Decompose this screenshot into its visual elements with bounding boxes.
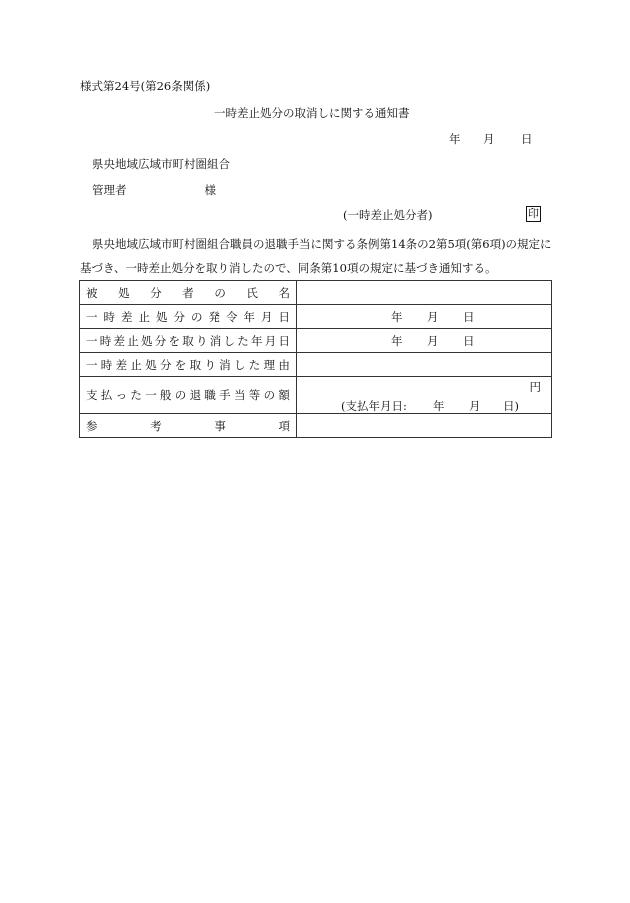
- label-char: 日: [278, 333, 290, 348]
- ymd-month: 月: [427, 309, 439, 324]
- table-row: [80, 377, 552, 414]
- table-row: [80, 305, 552, 329]
- label-char: の: [174, 388, 187, 402]
- label-char: 処: [145, 357, 157, 372]
- recipient-line: [92, 183, 216, 197]
- value-cell-issue-date[interactable]: [297, 305, 552, 329]
- paid-date-month: 月: [469, 399, 481, 413]
- label-char: 氏: [246, 285, 258, 300]
- label-char: を: [174, 357, 187, 372]
- label-char: 被: [86, 285, 98, 300]
- row-label-issue-date: [80, 305, 297, 329]
- yen-unit: 円: [529, 380, 541, 394]
- label-char: 止: [138, 309, 150, 324]
- ymd-year: 年: [391, 333, 403, 348]
- label-char: 差: [115, 357, 128, 372]
- label-char: 等: [248, 388, 261, 402]
- table-row: [80, 353, 552, 377]
- label-char: 当: [233, 388, 246, 402]
- label-char: 退: [189, 388, 202, 402]
- spread-label: [86, 333, 290, 349]
- label-char: 年: [251, 333, 263, 348]
- label-char: 消: [209, 333, 222, 348]
- label-char: 一: [86, 357, 98, 372]
- label-char: 手: [219, 388, 231, 402]
- label-char: 払: [100, 388, 113, 402]
- value-cell-name[interactable]: [297, 281, 552, 305]
- spread-label: [86, 418, 290, 434]
- label-char: た: [237, 333, 249, 348]
- label-char: の: [191, 309, 203, 324]
- label-char: 止: [127, 333, 139, 348]
- label-char: 差: [121, 309, 133, 324]
- label-char: 取: [182, 333, 194, 348]
- ymd-month: 月: [427, 333, 439, 348]
- row-label-amount: [80, 377, 297, 414]
- label-char: 名: [278, 285, 290, 300]
- label-char: た: [130, 388, 142, 402]
- document-title: 一時差止処分の取消しに関する通知書: [214, 106, 410, 120]
- row-label-name: [80, 281, 297, 305]
- label-char: 時: [103, 309, 115, 324]
- sender-label: (一時差止処分者): [343, 208, 433, 222]
- spread-label: [86, 387, 290, 403]
- spread-label: [86, 309, 290, 325]
- label-char: 事: [214, 418, 226, 433]
- value-cell-amount[interactable]: [297, 377, 552, 414]
- label-char: 止: [130, 357, 142, 372]
- label-char: 月: [261, 309, 273, 324]
- label-char: 時: [99, 333, 112, 348]
- value-cell-cancel-reason[interactable]: [297, 353, 552, 377]
- ymd-year: 年: [391, 309, 403, 324]
- label-char: 理: [263, 357, 276, 372]
- label-char: 者: [182, 285, 194, 300]
- label-char: 分: [154, 333, 167, 348]
- label-char: 分: [173, 309, 185, 324]
- label-char: 支: [86, 388, 98, 402]
- issue-date-day: 日: [521, 132, 533, 146]
- label-char: 差: [113, 333, 125, 348]
- label-char: 額: [278, 388, 290, 402]
- label-char: っ: [115, 388, 128, 402]
- label-char: し: [233, 357, 246, 372]
- paid-date-year: 年: [433, 399, 445, 413]
- label-char: 分: [159, 357, 172, 372]
- table-row: [80, 414, 552, 438]
- label-char: 処: [156, 309, 168, 324]
- paid-date: [341, 398, 519, 414]
- label-char: た: [248, 357, 261, 372]
- label-char: 一: [86, 333, 98, 348]
- recipient-honorific: 様: [204, 183, 216, 197]
- label-char: り: [204, 357, 216, 372]
- row-label-notes: [80, 414, 297, 438]
- issue-date: [449, 132, 533, 146]
- value-cell-cancel-date[interactable]: [297, 329, 552, 353]
- label-char: り: [196, 333, 208, 348]
- label-char: 発: [208, 309, 220, 324]
- form-number: 様式第24号(第26条関係): [80, 79, 211, 93]
- label-char: 一: [145, 388, 157, 402]
- info-table: [79, 280, 552, 438]
- label-char: 取: [189, 357, 202, 372]
- paid-date-day: 日): [503, 399, 519, 413]
- label-char: 令: [226, 309, 238, 324]
- row-label-cancel-reason: [80, 353, 297, 377]
- ymd-day: 日: [463, 333, 475, 348]
- spread-label: [86, 357, 290, 373]
- spread-label: [86, 285, 290, 301]
- label-char: 年: [243, 309, 255, 324]
- recipient-role: 管理者: [92, 183, 127, 197]
- label-char: 由: [278, 357, 290, 372]
- label-char: 般: [159, 388, 172, 402]
- label-char: 分: [150, 285, 162, 300]
- label-char: し: [223, 333, 235, 348]
- body-text: 県央地域広域市町村圏組合職員の退職手当に関する条例第14条の2第5項(第6項)の規定に基づき、一時差止処分を取り消したので、同条第10項の規定に基づき通知する。: [80, 237, 552, 275]
- value-cell-notes[interactable]: [297, 414, 552, 438]
- label-char: 処: [141, 333, 153, 348]
- issue-date-month: 月: [483, 132, 495, 146]
- label-char: 参: [86, 418, 98, 433]
- row-label-cancel-date: [80, 329, 297, 353]
- label-char: 職: [204, 388, 216, 402]
- label-char: を: [168, 333, 180, 348]
- paid-date-prefix: (支払年月日:: [341, 399, 407, 413]
- label-char: 項: [278, 418, 290, 433]
- label-char: 処: [118, 285, 130, 300]
- label-char: 消: [219, 357, 231, 372]
- label-char: の: [263, 388, 276, 402]
- label-char: 月: [264, 333, 277, 348]
- issue-date-year: 年: [449, 132, 461, 146]
- label-char: 考: [150, 418, 162, 433]
- label-char: 日: [278, 309, 290, 324]
- label-char: 時: [100, 357, 113, 372]
- table-row: [80, 281, 552, 305]
- seal-mark: 印: [528, 207, 539, 220]
- label-char: 一: [86, 309, 98, 324]
- ymd-day: 日: [463, 309, 475, 324]
- recipient-organization: 県央地域広域市町村圏組合: [92, 157, 230, 171]
- table-row: [80, 329, 552, 353]
- label-char: の: [214, 285, 226, 300]
